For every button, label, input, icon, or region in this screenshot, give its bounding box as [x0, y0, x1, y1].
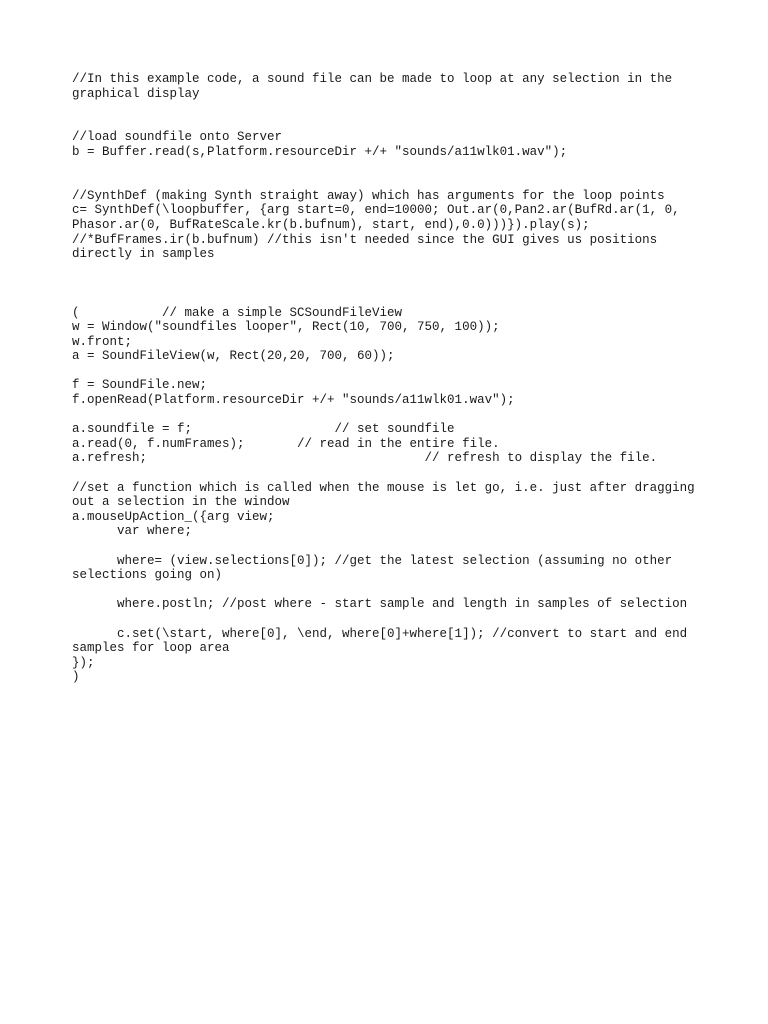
code-line: w.front; [72, 334, 133, 349]
code-line: graphical display [72, 86, 200, 101]
blank-line [72, 262, 712, 277]
code-line: //*BufFrames.ir(b.bufnum) //this isn't needed since the GUI gives us positions [72, 232, 658, 247]
code-line: //set a function which is called when the mouse is let go, i.e. just after dragging [72, 480, 695, 495]
code-line: a.soundfile = f; // set soundfile [72, 422, 455, 437]
code-line: a.refresh; // refresh to display the file. [72, 451, 658, 466]
code-line: samples for loop area [72, 641, 230, 656]
blank-line [72, 101, 712, 116]
code-line: selections going on) [72, 568, 223, 583]
blank-line [72, 291, 712, 306]
code-line: where= (view.selections[0]); //get the latest selection (assuming no other [72, 553, 673, 568]
code-line: //In this example code, a sound file can be made to loop at any selection in the [72, 72, 673, 86]
code-line: Phasor.ar(0, BufRateScale.kr(b.bufnum), start, end),0.0)))}).play(s); [72, 217, 590, 232]
blank-line [72, 612, 712, 627]
code-line: //load soundfile onto Server [72, 130, 283, 145]
code-line: f.openRead(Platform.resourceDir +/+ "sounds/a11wlk01.wav"); [72, 393, 515, 408]
code-line: where.postln; //post where - start sample and length in samples of selection [72, 597, 688, 612]
blank-line [72, 408, 712, 423]
code-line: a = SoundFileView(w, Rect(20,20, 700, 60)); [72, 349, 395, 364]
blank-line [72, 160, 712, 175]
code-line: a.mouseUpAction_({arg view; [72, 509, 275, 524]
blank-line [72, 466, 712, 481]
code-line: b = Buffer.read(s,Platform.resourceDir +/+ "sounds/a11wlk01.wav"); [72, 144, 568, 159]
code-line: var where; [72, 524, 193, 539]
code-line: c= SynthDef(\loopbuffer, {arg start=0, end=10000; Out.ar(0,Pan2.ar(BufRd.ar(1, 0, [72, 203, 680, 218]
blank-line [72, 174, 712, 189]
code-line: out a selection in the window [72, 495, 290, 510]
code-line: c.set(\start, where[0], \end, where[0]+where[1]); //convert to start and end [72, 626, 688, 641]
blank-line [72, 539, 712, 554]
code-line: ( // make a simple SCSoundFileView [72, 305, 403, 320]
code-line: }); [72, 655, 95, 670]
blank-line [72, 116, 712, 131]
code-line: w = Window("soundfiles looper", Rect(10, 700, 750, 100)); [72, 320, 500, 335]
code-line: ) [72, 670, 80, 685]
code-line: f = SoundFile.new; [72, 378, 208, 393]
document-page [72, 72, 712, 685]
code-line: //SynthDef (making Synth straight away) which has arguments for the loop points [72, 188, 665, 203]
blank-line [72, 583, 712, 598]
blank-line [72, 364, 712, 379]
blank-line [72, 276, 712, 291]
code-line: directly in samples [72, 247, 215, 262]
code-line: a.read(0, f.numFrames); // read in the entire file. [72, 436, 500, 451]
